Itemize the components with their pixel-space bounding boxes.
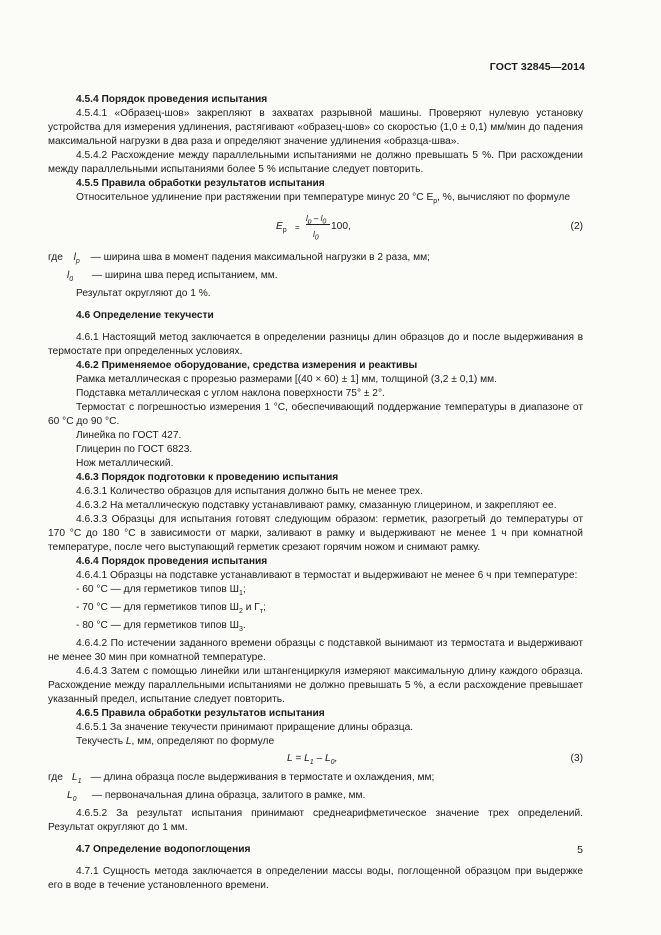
equipment-item: Подставка металлическая с углом наклона поверхности 75° ± 2°. <box>76 388 385 400</box>
definition-l0: $l_0$ — ширина шва перед испытанием, мм. <box>67 270 278 284</box>
section-4-5-5-title: 4.5.5 Правила обработки результатов испытания <box>76 178 325 189</box>
paragraph-4-5-4-1: 4.5.4.1 «Образец-шов» закрепляют в захватах разрывной машины. Проверяют нулевую установку устройства для измерения удлинения, растягивают «образец-шов» со скоростью (1,0 ± 0,1) мм/мин до падения максимальной нагрузки в два раза и определяют значение удлинения «образца-шва». <box>48 108 583 147</box>
section-4-6-3-title: 4.6.3 Порядок подготовки к проведению испытания <box>76 472 339 484</box>
section-4-6-2-title: 4.6.2 Применяемое оборудование, средства измерения и реактивы <box>76 360 418 372</box>
section-4-7-title: 4.7 Определение водопоглощения <box>76 844 251 856</box>
page-content <box>48 93 583 893</box>
page-number: 5 <box>577 844 583 856</box>
formula-2: $E_р$ = $l_р - l_0$ $l_0$ 100, (2) <box>48 210 583 250</box>
temperature-list-item: - 80 °С — для герметиков типов $Ш_3$. <box>76 620 246 634</box>
paragraph-4-6-4-1: 4.6.4.1 Образцы на подставке устанавливают в термостат и выдерживают не менее 6 ч при температуре: <box>76 570 578 582</box>
paragraph-4-6-5-2: 4.6.5.2 За результат испытания принимают среднеарифметическое значение трех определений. Результат округляют до 1 мм. <box>48 808 583 834</box>
formula-2-number: (2) <box>570 221 583 233</box>
paragraph-4-5-4-2: 4.5.4.2 Расхождение между параллельными испытаниями не должно превышать 5 %. При расхождении между параллельными испытаниями более 5 % испытание следует повторить. <box>48 150 583 175</box>
paragraph-4-6-3-3: 4.6.3.3 Образцы для испытания готовят следующим образом: герметик, разогретый до температуры от 170 °С до 180 °С в зависимости от марки, заливают в рамку и выдерживают не менее 1 ч при комнатной температуре, после чего выступающий герметик срезают горячим ножом и снимают рамку. <box>48 514 583 554</box>
definition-lp: где $l_р$ — ширина шва в момент падения максимальной нагрузки в 2 раза, мм; <box>48 252 430 266</box>
equipment-item: Глицерин по ГОСТ 6823. <box>76 444 193 456</box>
definition-L0: $L_0$ — первоначальная длина образца, залитого в рамке, мм. <box>67 790 366 804</box>
temperature-list-item: - 60 °С — для герметиков типов $Ш_1$; <box>76 584 246 598</box>
equipment-item: Линейка по ГОСТ 427. <box>76 430 182 442</box>
paragraph-4-6-4-2: 4.6.4.2 По истечении заданного времени образцы с подставкой вынимают из термостата и выдерживают не менее 30 мин при комнатной температуре. <box>48 638 583 664</box>
equipment-item: Термостат с погрешностью измерения 1 °С, обеспечивающий поддержание температуры в диапазоне от 60 °С до 90 °С. <box>48 402 583 428</box>
equipment-item: Рамка металлическая с прорезью размерами [(40 × 60) ± 1] мм, толщиной (3,2 ± 0,1) мм. <box>76 374 497 386</box>
standard-header: ГОСТ 32845—2014 <box>489 61 585 73</box>
formula-3 <box>48 749 583 771</box>
paragraph-4-6-3-1: 4.6.3.1 Количество образцов для испытания должно быть не менее трех. <box>76 486 423 498</box>
equipment-item: Нож металлический. <box>76 458 174 470</box>
paragraph-4-6-1: 4.6.1 Настоящий метод заключается в определении разницы длин образцов до и после выдерживания в термостате при определенных условиях. <box>48 332 583 358</box>
section-4-6-title: 4.6 Определение текучести <box>76 310 214 322</box>
definition-L1: где $L_1$ — длина образца после выдерживания в термостате и охлаждения, мм; <box>48 772 435 786</box>
formula-2-denominator: $l_0$ <box>313 230 319 242</box>
section-4-6-5-title: 4.6.5 Правила обработки результатов испытания <box>76 708 325 720</box>
paragraph-4-6-4-3: 4.6.4.3 Затем с помощью линейки или штангенциркуля измеряют максимальную длину каждого образца. Расхождение между параллельными испытаниями не должно превышать 5 %, а если расхождение превышает указанный предел, испытание следует повторить. <box>48 666 583 706</box>
paragraph-4-6-5-1: 4.6.5.1 За значение текучести принимают приращение длины образца. <box>76 722 414 734</box>
paragraph-4-5-5-intro: Относительное удлинение при растяжении при температуре минус 20 °С $E_р$, %, вычисляют по формуле <box>76 192 571 206</box>
paragraph-4-7-1: 4.7.1 Сущность метода заключается в определении массы воды, поглощенной образцом при выдержке его в воде в течение установленного времени. <box>48 866 583 892</box>
temperature-list-item: - 70 °С — для герметиков типов $Ш_2$ и $Г_т$; <box>76 602 266 616</box>
fraction-bar <box>306 224 330 225</box>
formula-3-number: (3) <box>570 753 583 765</box>
paragraph-4-6-5-intro: Текучесть L, мм, определяют по формуле <box>76 736 275 748</box>
section-4-5-4-title: 4.5.4 Порядок проведения испытания <box>76 94 268 105</box>
formula-2-lhs: $E_р$ <box>276 221 287 235</box>
formula-2-numerator: $l_р - l_0$ <box>306 214 327 226</box>
rounding-note: Результат округляют до 1 %. <box>76 288 211 300</box>
formula-3-expression: $L = L_1 - L_0$, <box>287 753 338 767</box>
paragraph-4-6-3-2: 4.6.3.2 На металлическую подставку устанавливают рамку, смазанную глицерином, и закрепляют ее. <box>76 500 557 512</box>
section-4-6-4-title: 4.6.4 Порядок проведения испытания <box>76 556 268 568</box>
